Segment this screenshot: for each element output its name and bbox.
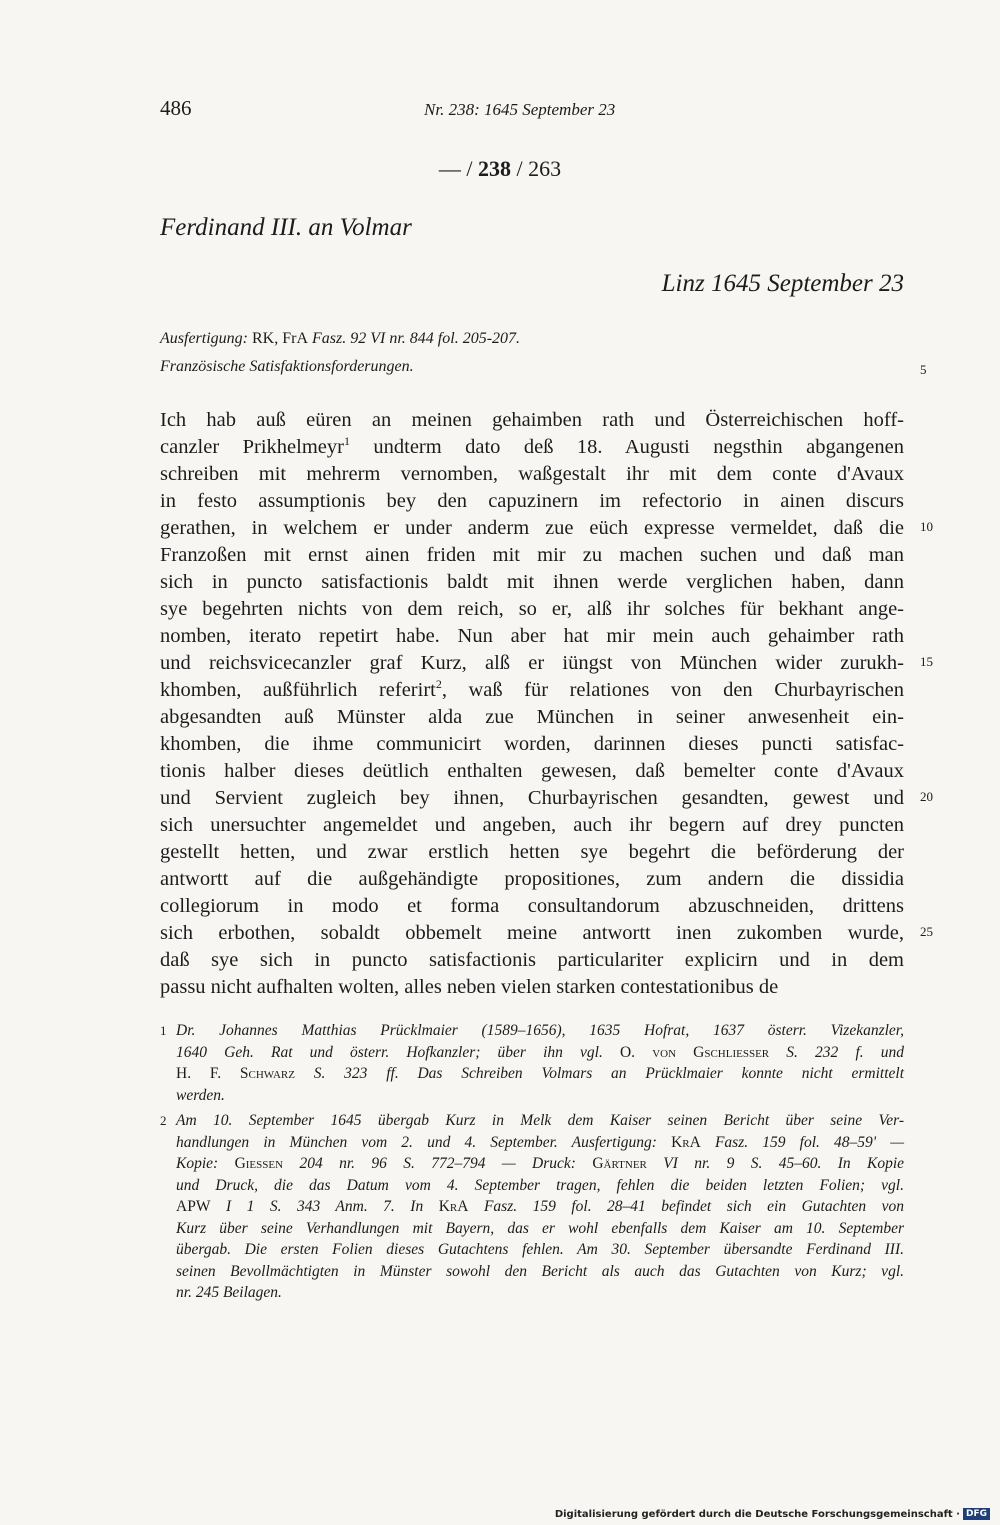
- archive-abbr: KrA: [438, 1198, 469, 1215]
- text-line: khomben, die ihme communicirt worden, darinnen dieses puncti satisfac-: [160, 733, 904, 755]
- footnote-text: 204 nr. 96 S. 772–794 — Druck:: [299, 1155, 576, 1172]
- credit-text: Digitalisierung gefördert durch die Deutsche Forschungsgemeinschaft ·: [554, 1509, 960, 1520]
- footnote-1: [160, 1020, 904, 1106]
- footnote-marker: 1: [160, 1023, 167, 1038]
- source-label: Ausfertigung:: [160, 330, 248, 347]
- footnote-reference[interactable]: 1: [343, 434, 350, 449]
- text-line: passu nicht aufhalten wolten, alles neben vielen starken contestationibus de: [160, 976, 779, 998]
- line-number: 10: [920, 519, 933, 534]
- text-fragment: , waß für relationes von den Churbayrischen: [441, 679, 905, 701]
- text-line: und reichsvicecanzler graf Kurz, alß er iüngst von München wider zurukh-: [160, 652, 904, 674]
- text-line: schreiben mit mehrerm vernomben, waßgestalt ihr mit dem conte d'Avaux: [160, 463, 904, 485]
- document-summary: Französische Satisfaktionsforderungen.: [160, 358, 414, 375]
- footnote-line: Am 10. September 1645 übergab Kurz in Melk dem Kaiser seinen Bericht über seine Ver-: [176, 1112, 904, 1129]
- footnote-text: S. 323 ff. Das Schreiben Volmars an Prücklmaier konnte nicht ermittelt: [313, 1065, 905, 1082]
- footnote-line: und Druck, die das Datum vom 4. September tragen, fehlen die beiden letzten Folien; vgl.: [176, 1176, 904, 1194]
- digitization-credit: [555, 1508, 990, 1520]
- text-line: daß sye sich in puncto satisfactionis particulariter explicirn und in dem: [160, 949, 904, 971]
- text-line: tionis halber dieses deütlich enthalten gewesen, daß bemelter conte d'Avaux: [160, 760, 904, 782]
- running-head: Nr. 238: 1645 September 23: [424, 100, 616, 119]
- document-number-prefix: — /: [438, 156, 473, 181]
- text-fragment: khomben, außführlich referirt: [160, 679, 436, 701]
- footnote-2: [160, 1110, 904, 1304]
- footnote-text: I 1 S. 343 Anm. 7. In: [225, 1198, 424, 1215]
- document-title: Ferdinand III. an Volmar: [160, 214, 412, 241]
- footnote-reference[interactable]: 2: [435, 677, 442, 692]
- archive-abbr: Giessen: [234, 1155, 284, 1172]
- footnote-marker: 2: [160, 1113, 167, 1128]
- text-line: sich in puncto satisfactionis baldt mit ihnen werde verglichen haben, dann: [160, 571, 904, 593]
- line-number: 25: [920, 924, 933, 939]
- footnote-text: Kopie:: [176, 1155, 219, 1172]
- text-line: [160, 434, 904, 461]
- text-line: [160, 677, 904, 704]
- footnote-line: übergab. Die ersten Folien dieses Gutachtens fehlen. Am 30. September übersandte Ferdinand III.: [176, 1241, 904, 1258]
- text-fragment: undterm dato deß 18. Augusti negsthin abgangenen: [349, 436, 904, 458]
- document-place-date: Linz 1645 September 23: [661, 270, 904, 297]
- footnote-line: seinen Bevollmächtigten in Münster sowohl den Bericht als auch das Gutachten von Kurz; vgl.: [176, 1262, 904, 1280]
- footnote-line: [176, 1153, 904, 1175]
- footnote-line: [176, 1063, 904, 1085]
- footnote-text: S. 232 f. und: [786, 1043, 905, 1061]
- edition-abbr: APW: [176, 1198, 211, 1215]
- text-line: gerathen, in welchem er under anderm zue eüch expresse vermeldet, daß die: [160, 517, 904, 539]
- text-line: Ich hab auß eüren an meinen gehaimben rath und Österreichischen hoff-: [160, 409, 904, 431]
- document-number-main: 238: [478, 156, 511, 181]
- footnote-line: [176, 1132, 904, 1154]
- author-name: Gärtner: [592, 1155, 647, 1172]
- footnote-line: [176, 1196, 904, 1218]
- dfg-logo: DFG: [963, 1508, 990, 1520]
- footnote-line: nr. 245 Beilagen.: [176, 1284, 282, 1301]
- text-line: Franzoßen mit ernst ainen friden mit mir zu machen suchen und daß man: [160, 544, 904, 566]
- footnote-text: 1640 Geh. Rat und österr. Hofkanzler; über ihn vgl.: [176, 1043, 603, 1061]
- source-fasz: Fasz.: [312, 330, 347, 347]
- text-line: sye begehrten nichts von dem reich, so er, alß ihr solches für bekhant ange-: [160, 598, 904, 620]
- author-name: H. F. Schwarz: [176, 1065, 295, 1082]
- document-number-suffix: / 263: [516, 156, 562, 181]
- text-fragment: canzler Prikhelmeyr: [160, 436, 344, 458]
- source-line: [160, 330, 520, 348]
- footnote-text: handlungen in München vom 2. und 4. September. Ausfertigung:: [176, 1133, 657, 1151]
- text-line: antwortt auf die außgehändigte propositiones, zum andern die dissidia: [160, 868, 904, 890]
- footnote-line: Dr. Johannes Matthias Prücklmaier (1589–1656), 1635 Hofrat, 1637 österr. Vizekanzler,: [176, 1022, 904, 1039]
- text-line: in festo assumptionis bey den capuzinern im refectorio in ainen discurs: [160, 490, 904, 512]
- footnotes: [160, 1020, 904, 1308]
- text-line: gestellt hetten, und zwar erstlich hetten sye begehrt die beförderung der: [160, 841, 904, 863]
- source-detail: 92 VI nr. 844 fol. 205-207.: [350, 330, 521, 347]
- text-line: collegiorum in modo et forma consultandorum abzuschneiden, drittens: [160, 895, 904, 917]
- line-number: 15: [920, 654, 933, 669]
- text-line: sich erbothen, sobaldt obbemelt meine antwortt inen zukomben wurde,: [160, 922, 904, 944]
- line-number: 20: [920, 789, 933, 804]
- archive-abbr: KrA: [671, 1133, 701, 1151]
- text-line: abgesandten auß Münster alda zue München in seiner anwesenheit ein-: [160, 706, 904, 728]
- footnote-line: werden.: [176, 1086, 225, 1104]
- footnote-text: Fasz. 159 fol. 48–59' —: [714, 1133, 905, 1151]
- page-number: 486: [160, 96, 192, 120]
- document-number: [0, 156, 1000, 182]
- author-name: O. von Gschliesser: [619, 1043, 770, 1061]
- source-ref: RK, FrA: [252, 330, 309, 347]
- footnote-line: Kurz über seine Verhandlungen mit Bayern, das er wohl ebenfalls dem Kaiser am 10. September: [176, 1219, 904, 1237]
- text-line: und Servient zugleich bey ihnen, Churbayrischen gesandten, gewest und: [160, 787, 904, 809]
- footnote-text: Fasz. 159 fol. 28–41 befindet sich ein Gutachten von: [483, 1198, 905, 1215]
- text-line: nomben, iterato repetirt habe. Nun aber hat mir mein auch gehaimber rath: [160, 625, 904, 647]
- footnote-text: VI nr. 9 S. 45–60. In Kopie: [663, 1155, 905, 1172]
- main-text: [160, 407, 904, 1001]
- text-line: sich unersuchter angemeldet und angeben, auch ihr begern auf drey puncten: [160, 814, 904, 836]
- line-number: 5: [920, 362, 927, 377]
- footnote-line: [176, 1042, 904, 1064]
